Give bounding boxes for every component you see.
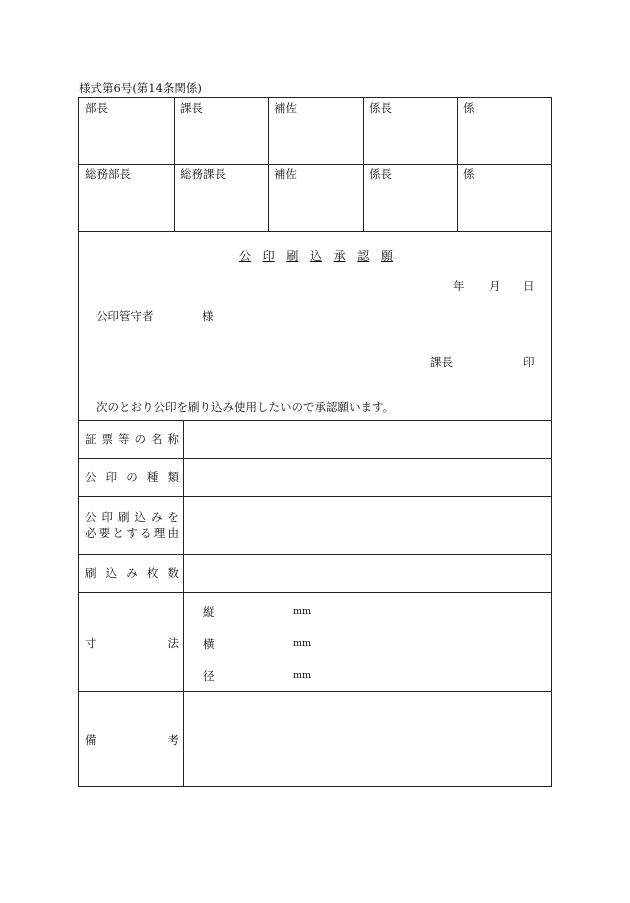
- title-char: 印: [262, 249, 275, 263]
- divider: [79, 164, 551, 165]
- label-char: 等: [118, 432, 130, 446]
- label-char: 公: [85, 470, 97, 484]
- approval-cell-kacho: 課長: [180, 101, 203, 115]
- label-char: の: [126, 470, 138, 484]
- label-char: 証: [85, 432, 97, 446]
- label-remarks-right: 考: [167, 733, 179, 747]
- divider: [79, 592, 551, 593]
- divider: [363, 98, 364, 231]
- label-document-name: [85, 431, 179, 447]
- addressee-honorific: 様: [202, 309, 214, 323]
- divider: [457, 98, 458, 231]
- label-char: 枚: [146, 566, 159, 580]
- date-month: 月: [489, 279, 501, 293]
- label-char: す: [126, 526, 138, 540]
- approval-cell-somu-kacho: 総務課長: [180, 167, 226, 181]
- approval-cell-kakaricho: 係長: [369, 101, 392, 115]
- label-count: [85, 565, 179, 581]
- label-char: 理: [153, 526, 166, 540]
- label-reason-line1: [85, 509, 179, 525]
- form-title: [239, 247, 393, 264]
- label-char: 公: [85, 510, 97, 524]
- label-char: 必: [85, 526, 97, 540]
- label-char: 込: [105, 566, 118, 580]
- approval-cell-kakari: 係: [463, 101, 475, 115]
- label-size: [85, 635, 179, 651]
- date-year: 年: [453, 279, 465, 293]
- title-char: 承: [333, 249, 346, 263]
- approval-form: [78, 97, 552, 787]
- label-char: 数: [167, 566, 179, 580]
- label-seal-type: [85, 469, 179, 485]
- approval-cell-somu-bucho: 総務部長: [85, 167, 131, 181]
- date-day: 日: [523, 279, 535, 293]
- divider: [79, 420, 551, 421]
- approval-cell-kakaricho-2: 係長: [369, 167, 392, 181]
- divider: [79, 231, 551, 232]
- divider: [174, 98, 175, 231]
- label-remarks-left: 備: [85, 733, 97, 747]
- approval-cell-bucho: 部長: [85, 101, 108, 115]
- label-char: る: [140, 526, 152, 540]
- dimension-diameter-label: 径: [203, 669, 215, 683]
- divider: [79, 458, 551, 459]
- label-char: を: [167, 510, 179, 524]
- label-char: と: [112, 526, 124, 540]
- label-remarks: [85, 732, 179, 748]
- title-char: 公: [239, 249, 252, 263]
- label-reason-line2: [85, 525, 179, 541]
- label-char: 刷: [85, 566, 97, 580]
- approval-cell-hosa-2: 補佐: [274, 167, 297, 181]
- title-char: 刷: [286, 249, 299, 263]
- divider: [268, 98, 269, 231]
- divider: [183, 420, 184, 786]
- label-char: 類: [167, 470, 179, 484]
- form-number-label: 様式第6号(第14条関係): [79, 81, 202, 95]
- dimension-height-label: 縦: [203, 605, 215, 619]
- dimension-width-label: 横: [203, 637, 215, 651]
- label-char: 要: [98, 526, 111, 540]
- label-char: み: [151, 510, 163, 524]
- title-char: 認: [357, 249, 370, 263]
- label-size-right: 法: [167, 636, 179, 650]
- request-text: 次のとおり公印を刷り込み使用したいので承認願います。: [96, 400, 395, 414]
- label-char: 印: [105, 470, 118, 484]
- label-char: み: [126, 566, 138, 580]
- dimension-diameter-unit: mm: [293, 670, 312, 681]
- label-char: 刷: [118, 510, 130, 524]
- label-char: 込: [134, 510, 146, 524]
- addressee-name: 公印管守者: [96, 309, 154, 323]
- dimension-width-unit: mm: [293, 638, 312, 649]
- label-char: 由: [167, 526, 179, 540]
- applicant-seal: 印: [523, 355, 535, 369]
- label-char: 票: [101, 432, 113, 446]
- label-size-left: 寸: [85, 636, 97, 650]
- divider: [79, 496, 551, 497]
- title-char: 願: [380, 249, 393, 263]
- divider: [79, 691, 551, 692]
- label-char: 印: [101, 510, 113, 524]
- approval-cell-kakari-2: 係: [463, 167, 475, 181]
- title-char: 込: [309, 249, 322, 263]
- applicant-title: 課長: [430, 355, 453, 369]
- label-char: 種: [146, 470, 159, 484]
- dimension-height-unit: mm: [293, 606, 312, 617]
- label-char: 名: [151, 432, 163, 446]
- label-char: 称: [167, 432, 179, 446]
- divider: [79, 554, 551, 555]
- label-char: の: [134, 432, 146, 446]
- approval-cell-hosa: 補佐: [274, 101, 297, 115]
